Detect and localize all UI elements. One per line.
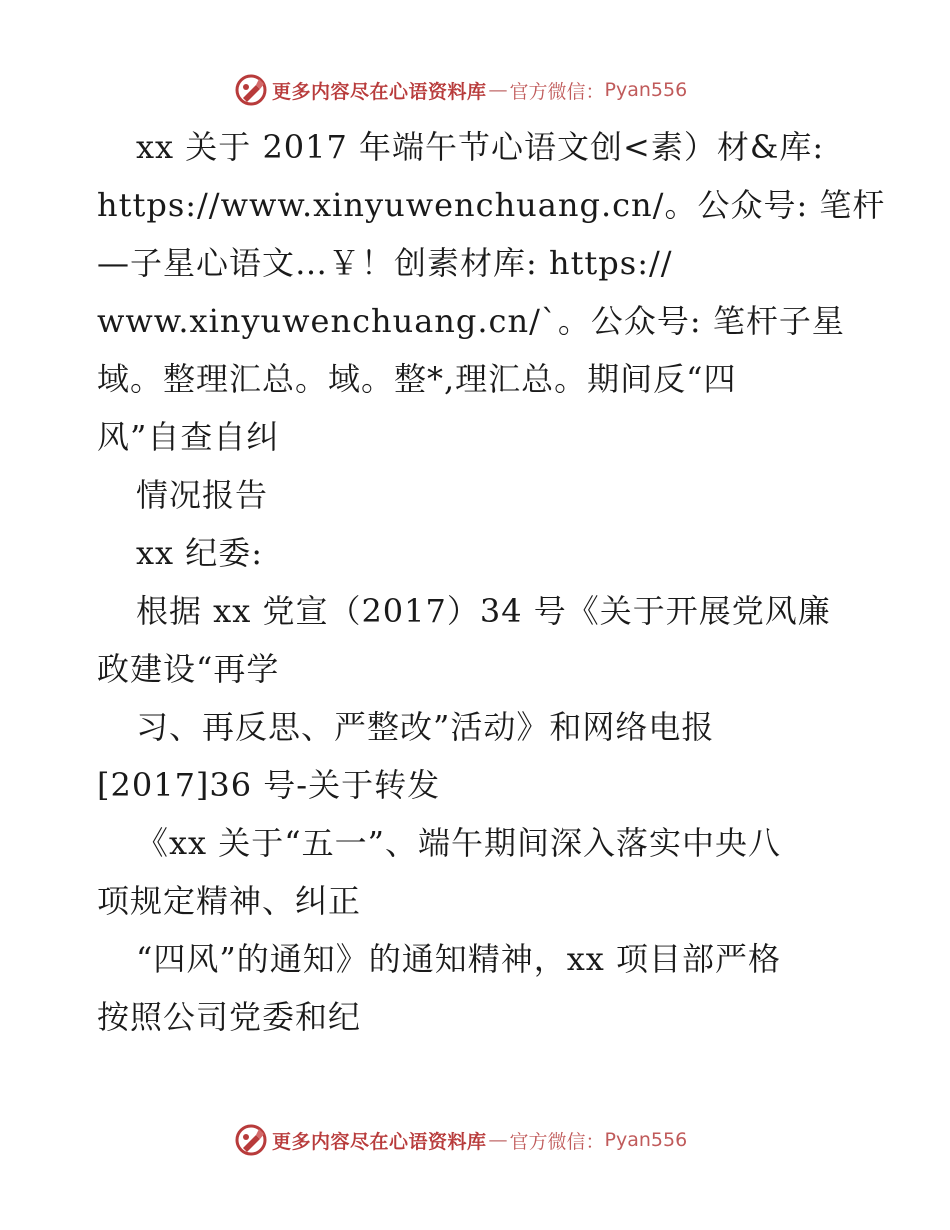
- document-line: 情况报告: [136, 476, 269, 514]
- document-line: 项规定精神、纠正: [97, 882, 362, 920]
- footer-banner-main-text: 更多内容尽在心语资料库: [272, 1130, 487, 1153]
- document-body: [97, 118, 886, 1046]
- header-banner-main-text: 更多内容尽在心语资料库: [272, 80, 487, 103]
- document-line: https://www.xinyuwenchuang.cn/。公众号: 笔杆: [97, 186, 886, 224]
- pen-logo-icon: [234, 73, 268, 107]
- footer-banner-dash: —: [488, 1129, 508, 1151]
- document-line: “四风”的通知》的通知精神，xx 项目部严格: [136, 940, 781, 978]
- header-banner-handle: Pyan556: [604, 79, 688, 101]
- header-banner-sub-text: 官方微信：: [509, 80, 605, 103]
- document-line: 政建设“再学: [97, 650, 280, 688]
- document-line: xx 关于 2017 年端午节心语文创<素）材&库:: [136, 128, 825, 166]
- footer-banner-handle: Pyan556: [604, 1129, 688, 1151]
- document-line: xx 纪委:: [136, 534, 264, 572]
- document-line: —子星心语文…￥！创素材库: https://: [97, 244, 673, 282]
- document-line: 域。整理汇总。域。整*,理汇总。期间反“四: [97, 360, 737, 398]
- document-line: [2017]36 号-关于转发: [97, 766, 441, 804]
- document-line: www.xinyuwenchuang.cn/`。公众号: 笔杆子星: [97, 302, 845, 340]
- footer-banner: [0, 1120, 950, 1160]
- footer-banner-content: [234, 1120, 687, 1160]
- document-line: 根据 xx 党宣（2017）34 号《关于开展党风廉: [136, 592, 831, 630]
- pen-logo-icon: [234, 1123, 268, 1157]
- header-banner-content: [234, 70, 687, 110]
- document-line: 按照公司党委和纪: [97, 998, 362, 1036]
- header-banner-dash: —: [488, 79, 508, 101]
- document-line: 风”自查自纠: [97, 418, 280, 456]
- footer-banner-sub-text: 官方微信：: [509, 1130, 605, 1153]
- header-banner: [0, 70, 950, 110]
- document-line: 《xx 关于“五一”、端午期间深入落实中央八: [136, 824, 781, 862]
- document-line: 习、再反思、严整改”活动》和网络电报: [136, 708, 715, 746]
